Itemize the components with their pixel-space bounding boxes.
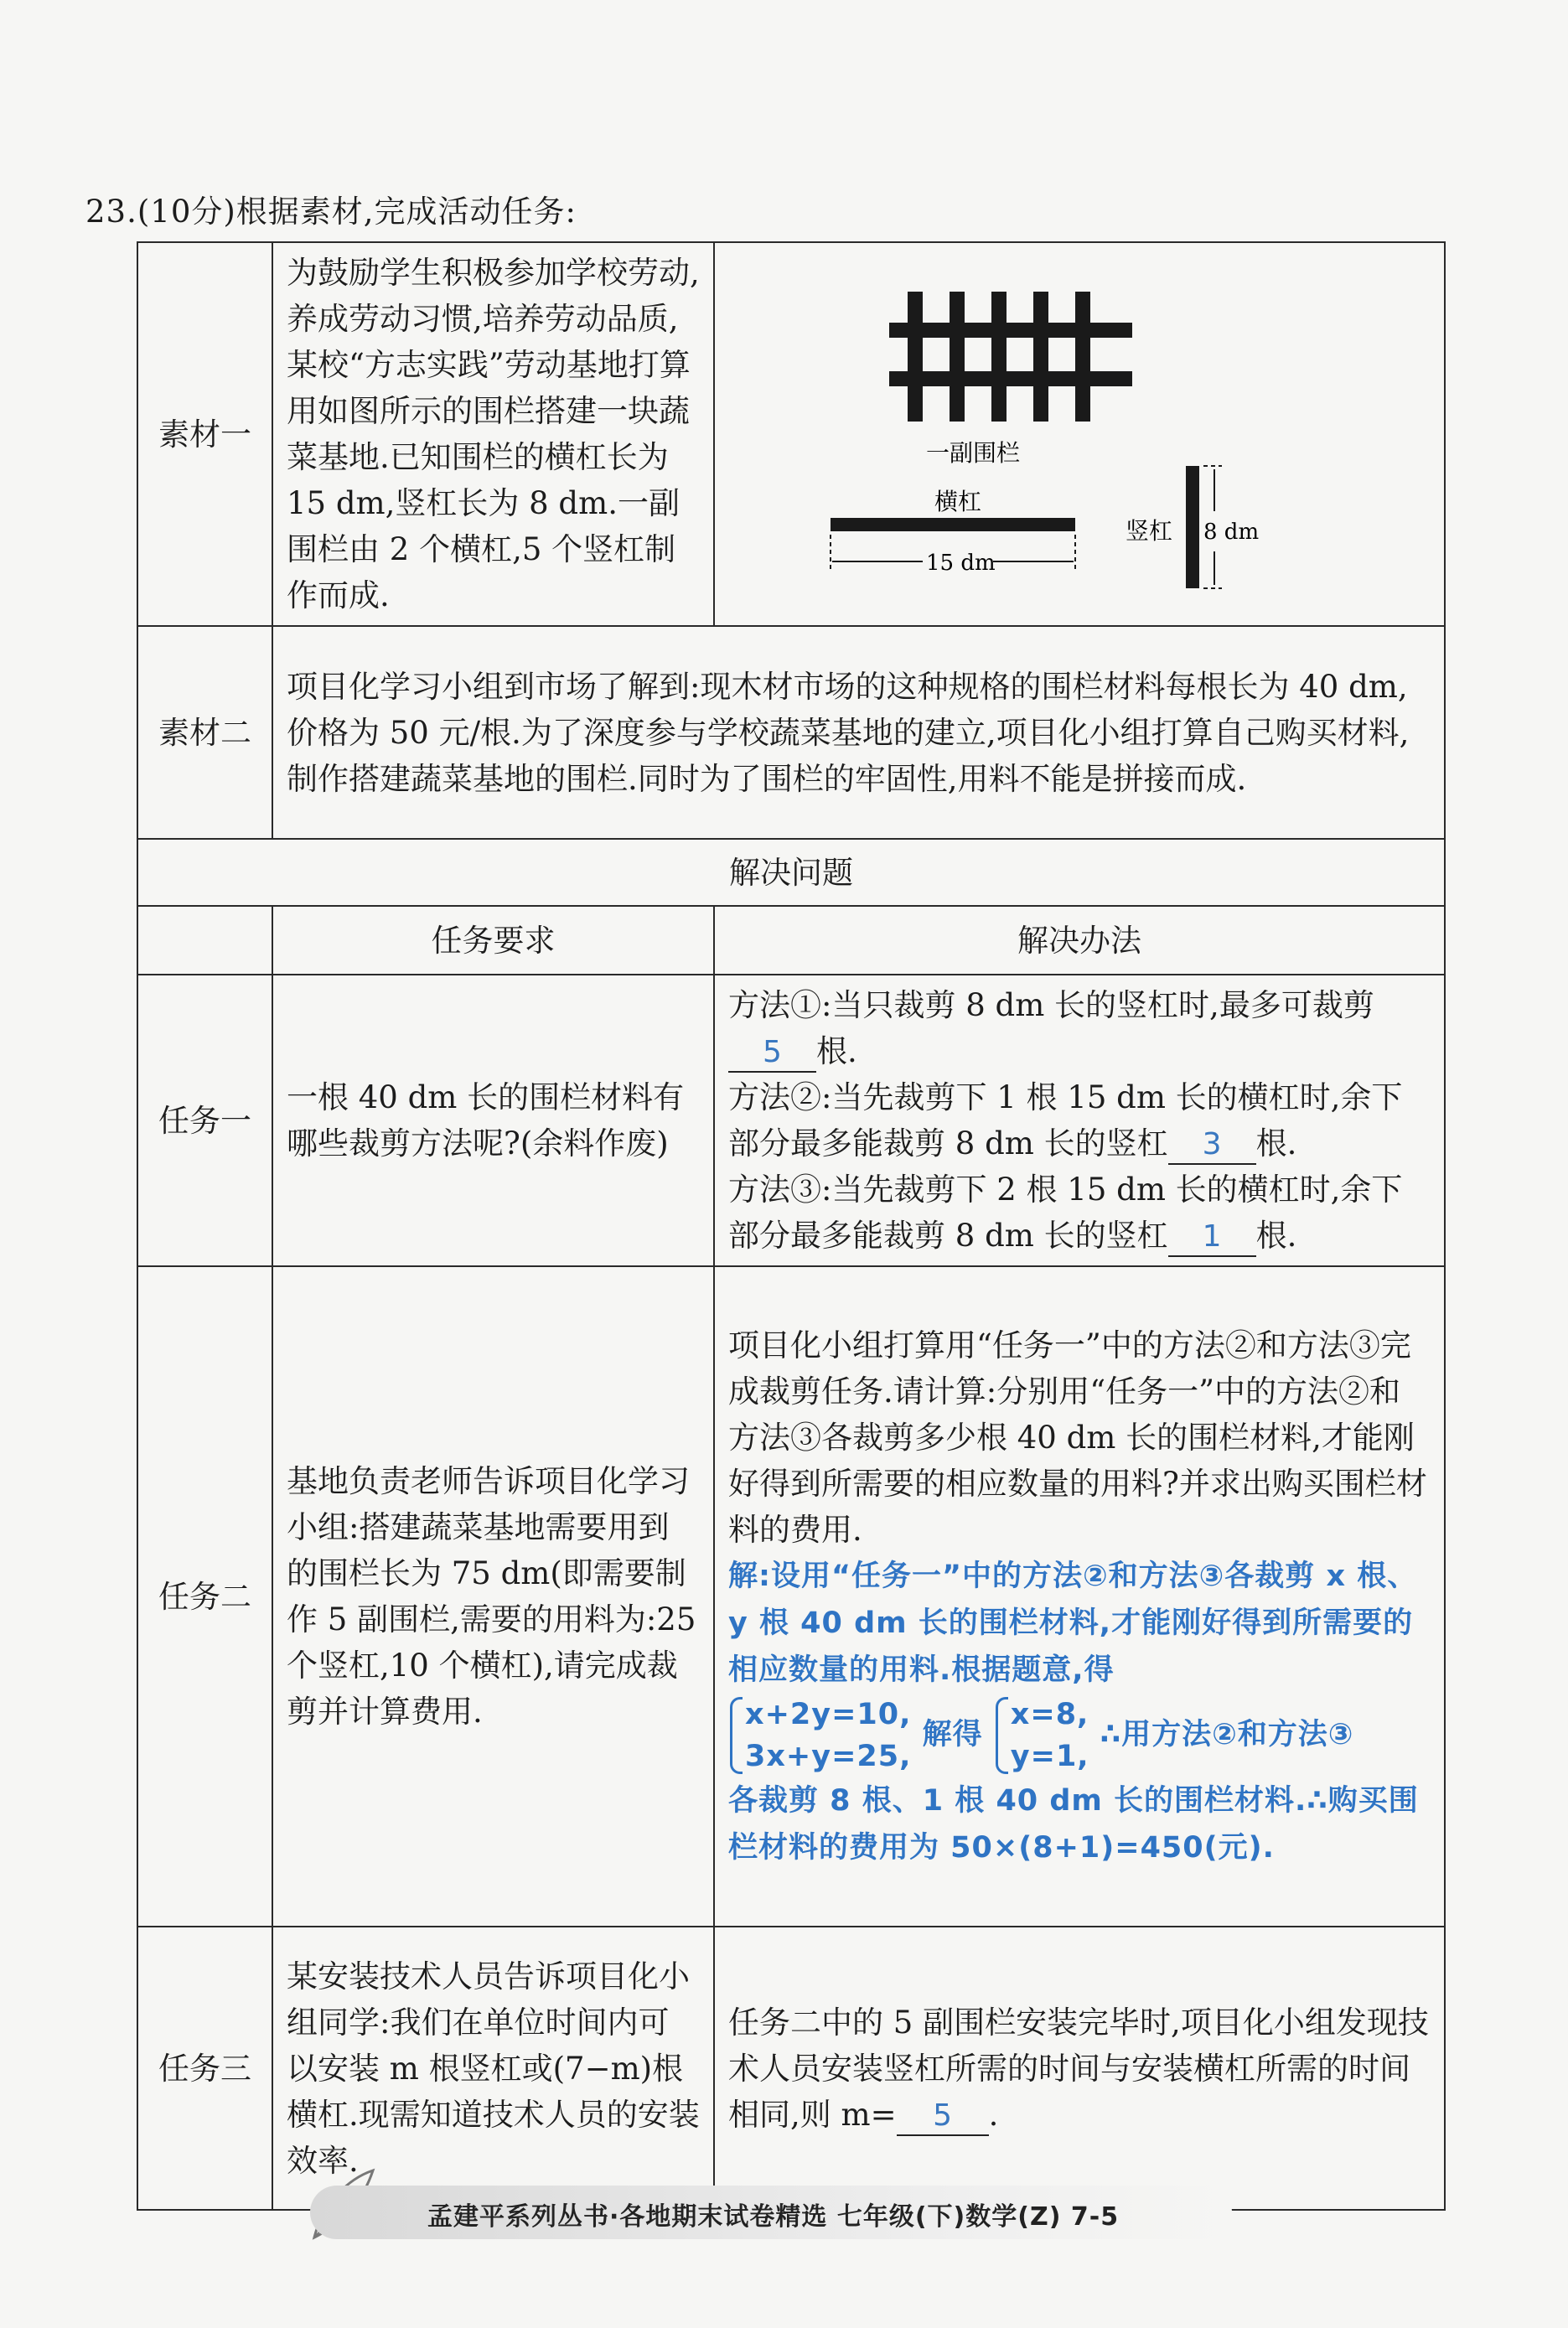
task2-solution-part2: ∴用方法②和方法③	[1100, 1717, 1354, 1751]
post-length: 8 dm	[1203, 520, 1260, 545]
task1-method1-answer: 5	[728, 1034, 816, 1073]
column-requirement: 任务要求	[272, 906, 714, 975]
crossbar-label: 横杠	[934, 488, 982, 515]
task1-method2-text: 方法②:当先裁剪下 1 根 15 dm 长的横杠时,余下部分最多能裁剪 8 dm 长的竖杠	[728, 1079, 1403, 1161]
task3-requirement: 某安装技术人员告诉项目化小组同学:我们在单位时间内可以安装 m 根竖杠或(7−m)根横杠.现需知道技术人员的安装效率.	[272, 1927, 714, 2210]
fence-figure	[715, 266, 1446, 602]
task2-row	[137, 1266, 1445, 1927]
material1-label: 素材一	[137, 242, 272, 626]
task2-label: 任务二	[137, 1266, 272, 1927]
crossbar-bar	[831, 518, 1075, 531]
material2-text: 项目化学习小组到市场了解到:现木材市场的这种规格的围栏材料每根长为 40 dm,价格为 50 元/根.为了深度参与学校蔬菜基地的建立,项目化小组打算自己购买材料,制作搭建蔬菜基地的围栏.同时为了围栏的牢固性,用料不能是拼接而成.	[272, 626, 1445, 839]
task3-end: .	[988, 2096, 999, 2133]
question-header: 23.(10分)根据素材,完成活动任务:	[85, 194, 577, 230]
task1-method1-text: 方法①:当只裁剪 8 dm 长的竖杠时,最多可裁剪	[728, 987, 1374, 1023]
fence-figure-cell	[714, 242, 1445, 626]
task1-methods	[714, 975, 1445, 1266]
material1-row	[137, 242, 1445, 626]
task2-requirement: 基地负责老师告诉项目化学习小组:搭建蔬菜基地需要用到的围栏长为 75 dm(即需要制作 5 副围栏,需要的用料为:25 个竖杠,10 个横杠),请完成裁剪并计算费用.	[272, 1266, 714, 1927]
column-header-blank	[137, 906, 272, 975]
post-bar	[1186, 466, 1199, 588]
task1-label: 任务一	[137, 975, 272, 1266]
fence-caption: 一副围栏	[926, 439, 1021, 467]
task1-requirement: 一根 40 dm 长的围栏材料有哪些裁剪方法呢?(余料作废)	[272, 975, 714, 1266]
task1-method3-end: 根.	[1255, 1218, 1297, 1254]
equation-2: 3x+y=25,	[745, 1739, 912, 1773]
section-title-row	[137, 839, 1445, 906]
solution-x: x=8,	[1010, 1697, 1089, 1731]
section-title: 解决问题	[137, 839, 1445, 906]
task3-answer: 5	[897, 2098, 989, 2136]
column-header-row	[137, 906, 1445, 975]
fence-drawing	[889, 292, 1132, 422]
task2-solution	[728, 1553, 1431, 1871]
material2-row	[137, 626, 1445, 839]
task-table	[137, 241, 1446, 2211]
task3-text: 任务二中的 5 副围栏安装完毕时,项目化小组发现技术人员安装竖杠所需的时间与安装横杠所需的时间相同,则 m=	[728, 2004, 1429, 2133]
crossbar-length: 15 dm	[926, 551, 996, 576]
solution-system	[994, 1694, 1089, 1777]
solution-y: y=1,	[1010, 1739, 1089, 1773]
task1-method3-text: 方法③:当先裁剪下 2 根 15 dm 长的横杠时,余下部分最多能裁剪 8 dm 长的竖杠	[728, 1172, 1403, 1254]
task1-method3-answer: 1	[1168, 1218, 1256, 1257]
task2-prompt: 项目化小组打算用“任务一”中的方法②和方法③完成裁剪任务.请计算:分别用“任务一”中的方法②和方法③各裁剪多少根 40 dm 长的围栏材料,才能刚好得到所需要的相应数量的用料?并求出购买围栏材料的费用.	[728, 1327, 1427, 1548]
task2-solution-part1: 解:设用“任务一”中的方法②和方法③各裁剪 x 根、y 根 40 dm 长的围栏材料,才能刚好得到所需要的相应数量的用料.根据题意,得	[728, 1559, 1418, 1687]
material1-text: 为鼓励学生积极参加学校劳动,养成劳动习惯,培养劳动品质,某校“方志实践”劳动基地打算用如图所示的围栏搭建一块蔬菜基地.已知围栏的横杠长为 15 dm,竖杠长为 8 dm.一副围栏由 2 个横杠,5 个竖杠制作而成.	[272, 242, 714, 626]
equation-1: x+2y=10,	[745, 1697, 912, 1731]
equation-system	[728, 1694, 911, 1777]
solve-word: 解得	[922, 1717, 983, 1751]
task2-solution-part3: 各裁剪 8 根、1 根 40 dm 长的围栏材料.∴购买围栏材料的费用为 50×(8+1)=450(元).	[728, 1783, 1419, 1865]
task2-solution-cell	[714, 1266, 1445, 1927]
material2-label: 素材二	[137, 626, 272, 839]
task1-method2-end: 根.	[1255, 1125, 1297, 1161]
task1-method2-answer: 3	[1168, 1126, 1256, 1165]
post-label: 竖杠	[1126, 517, 1173, 545]
task1-method1-end: 根.	[816, 1033, 857, 1069]
page-footer	[310, 2186, 1232, 2239]
column-method: 解决办法	[714, 906, 1445, 975]
task3-answer-cell	[714, 1927, 1445, 2210]
footer-text: 孟建平系列丛书·各地期末试卷精选 七年级(下)数学(Z) 7-5	[427, 2202, 1120, 2232]
task1-row	[137, 975, 1445, 1266]
task3-label: 任务三	[137, 1927, 272, 2210]
